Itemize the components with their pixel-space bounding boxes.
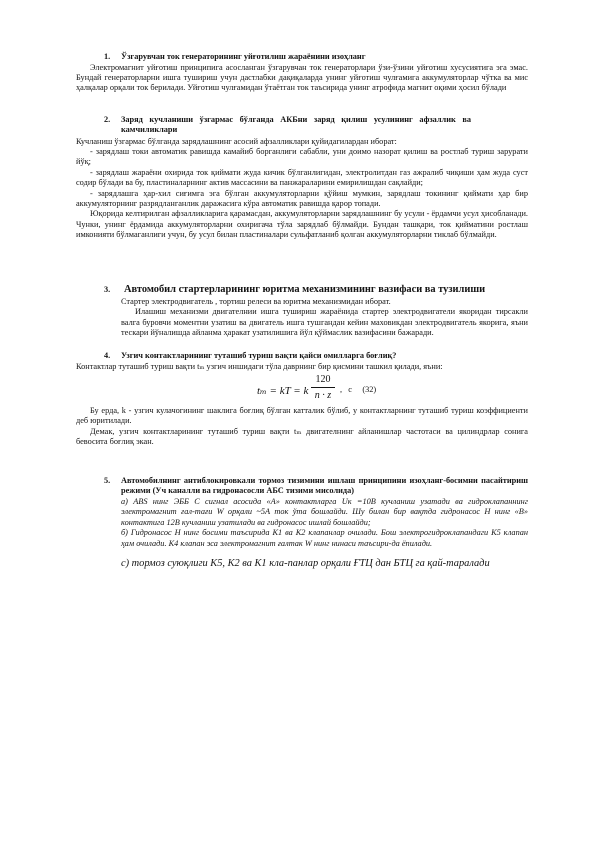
formula-lhs: tₘ = kT = k	[257, 385, 309, 397]
section-2-para-1: Кучланиш ўзгармас бўлганда зарядлашнинг асосий афзалликлари қуйидагилардан иборат:	[76, 136, 397, 146]
section-4-para-1: Контактлар туташиб туриш вақти tₘ узгич иншидаги тўла даврнинг бир қисмини ташкил қилади, яъни:	[76, 361, 443, 371]
section-3-body	[121, 297, 528, 339]
section-3-title: Автомобил стартерларининг юритма механизмининг вазифаси ва тузилиши	[124, 284, 486, 295]
section-3-para-1: Стартер электродвигатель , тортиш релеси ва юритма механизмидан иборат.	[121, 297, 391, 306]
section-4-para-2: Бу ерда, k - узгич кулачогининг шаклига боғлиқ бўлган катталик бўлиб, у контактларнинг туташиб туриш коэффициенти деб юритилади.	[76, 406, 528, 426]
formula-denominator: n · z	[314, 390, 332, 401]
section-2-para-5: Юқорида келтирилган афзалликларига қарамасдан, аккумуляторларни зарядлашнинг бу усули - ёрдамчи усул ҳисобланади. Чунки, унинг ёрдамида аккумуляторларни охиригача тўла зарядлаб бўлмайди. Бундан ташқари, ток қийматини ростлаш имконияти бўлмаганлиги учун, бу усул билан пластиналари сульфатланиб қолган аккумуляторларни тиклаб бўлмайди.	[76, 209, 528, 240]
section-5-para-c: с) тормоз суюқлиги К5, К2 ва К1 кла-панлар орқали ҒТЦ дан БТЦ га қай-таралади	[121, 558, 490, 569]
section-5-para-b: б) Гидронасос Н нинг босими таъсирида К1 ва К2 клапанлар очилади. Бош электрогидроклапандаги К5 клапан ҳам очилади. К4 клапан эса электромагнит ғалтак W нинг нинаси таъсири-да ёпилади.	[121, 528, 528, 548]
formula-fraction-bar	[311, 387, 335, 388]
section-1-number: 1.	[104, 52, 111, 61]
section-2-para-3: - зарядлаш жараёни охирида ток қиймати жуда кичик бўлганлигидан, электролитдан газ ажралиб чиқиши ҳам жуда суст содир бўлади ва бу, пластиналарнинг актив массасини ва панжараларини емирилишдан сақлайди;	[76, 167, 528, 188]
section-2-title: Заряд кучланиши ўзгармас бўлганда АКБни заряд қилиш усулининг афзаллик ва камчиликлари	[121, 115, 471, 135]
section-1-title: Ўзгарувчан ток генераторининг уйғотилиш жараёнини изоҳланг	[121, 52, 366, 61]
section-2-body	[76, 137, 528, 241]
section-4-number: 4.	[104, 351, 111, 360]
formula-numerator: 120	[315, 374, 331, 385]
section-5-title: Автомобилнинг антиблокировкали тормоз тизимини ишлаш принципини изоҳланг-босимни пасайтириш режими (Уч каналли ва гидронасосли АБС тизими мисолида)	[121, 476, 528, 496]
section-3-para-2: Илашиш механизми двигателнии ишга тушириш жараёнида стартер электродвигатели якоридан тирсакли валга буровчи моментни узатиш ва двигатель ишга тушгандан кейин маховикдан электродвигатель якорига, яъни тескари йўналишда айланма ҳаракат узатилишига йўл қўймаслик вазифасини бажаради.	[121, 307, 528, 338]
section-3-number: 3.	[104, 285, 111, 294]
section-2-number: 2.	[104, 115, 111, 124]
section-4-para-3: Демак, узгич контактларининг туташиб туриш вақти tₘ двигателнинг айланишлар частотаси ва цилиндрлар сонига бевосита боғлиқ экан.	[76, 426, 528, 447]
section-4-title: Узгич контактларининг туташиб туриш вақти қайси омилларга боғлиқ?	[121, 351, 397, 360]
section-1-body: Электромагнит уйғотиш принципига асосланган ўзгарувчан ток генераторлари ўзи-ўзини уйғотиш хусусиятига эга эмас. Бундай генераторларни ишга тушириш учун дастлабки дақиқаларда унинг уйғотиш чулғамига аккумуляторлар чўтка ва мис ҳалқалар орқали ток берилади. Уйғотиш чулғамидан ўтаётган ток таъсирида унинг атрофида магнит оқими ҳосил бўлади	[76, 62, 528, 93]
section-2-para-2: - зарядлаш токи автоматик равишда камайиб борганлиги сабабли, уни доимо назорат қилиш ва ростлаб туриш зарурати йўқ;	[76, 146, 528, 167]
section-5-para-a: а) ABS нинг ЭББ С сигнал асосида «А» контактларга Uк =10В кучланиш узатади ва гидроклапаннинг электромагнит ғал-тағи W орқали ~5А ток ўта бошлайди. Шу билан бир вақтда гидронасос Н нинг «В» контактига 12В кучланиш узатилади ва гидронасос ишлай бошлайди;	[121, 497, 528, 527]
section-5-number: 5.	[104, 476, 111, 485]
section-5-body	[121, 497, 528, 549]
section-4-body-after	[76, 406, 528, 448]
section-2-para-4: - зарядлашга ҳар-хил сиғимга эга бўлган аккумуляторларни қўйиш мумкин, зарядлаш токининг қиймати ҳар бир аккумуляторнинг разрядланганлик даражасига кўра автоматик равишда қарор топади.	[76, 188, 528, 208]
formula-unit-and-number: , c (32)	[340, 385, 377, 394]
